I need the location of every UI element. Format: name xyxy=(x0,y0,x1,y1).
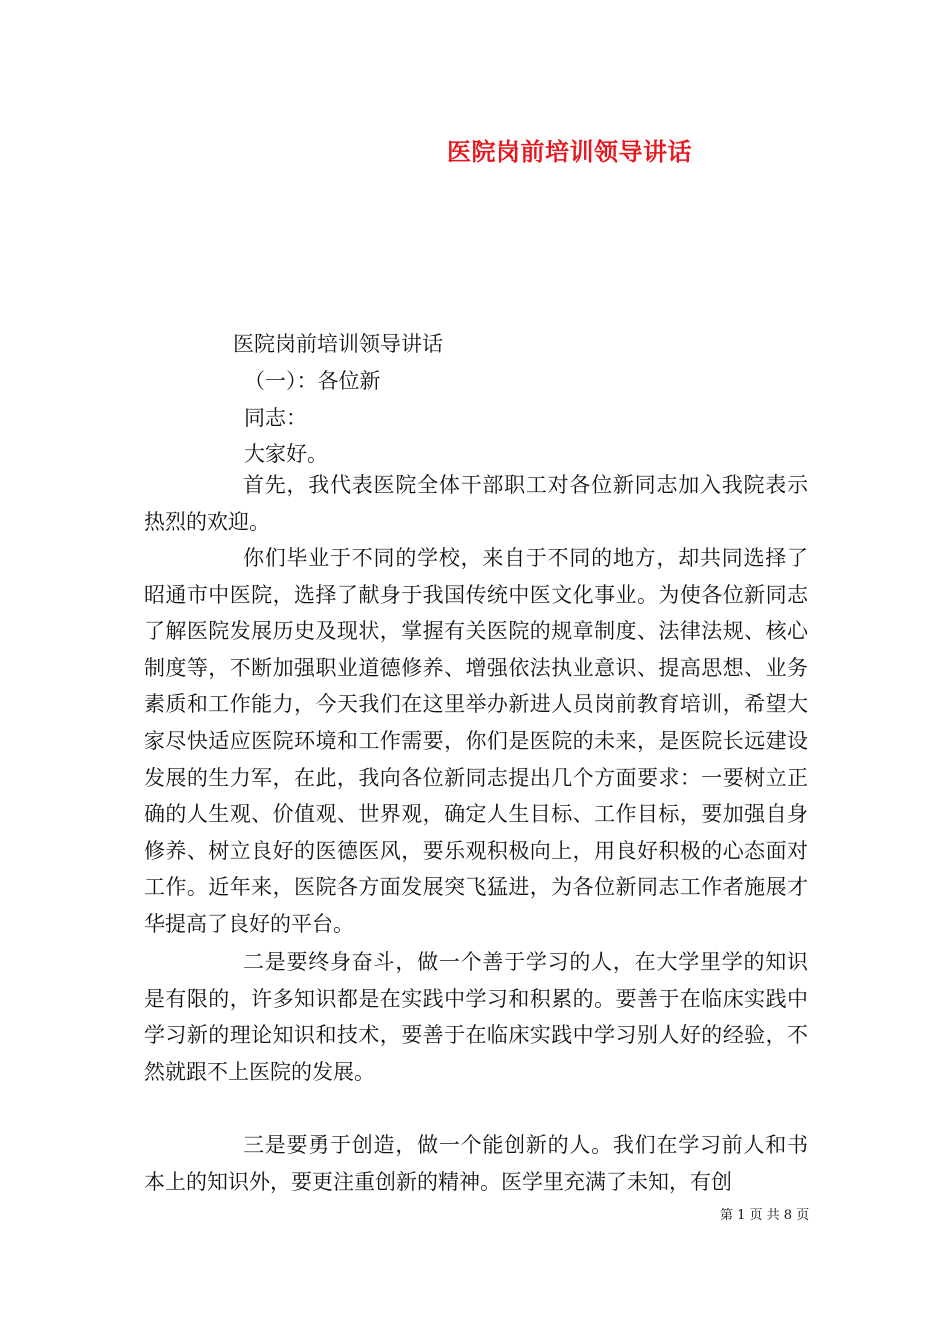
paragraph-2: 你们毕业于不同的学校，来自于不同的地方，却共同选择了昭通市中医院，选择了献身于我国传统中医文化事业。为使各位新同志了解医院发展历史及现状，掌握有关医院的规章制度、法律法规、核心制度等，不断加强职业道德修养、增强依法执业意识、提高思想、业务素质和工作能力，今天我们在这里举办新进人员岗前教育培训，希望大家尽快适应医院环境和工作需要，你们是医院的未来，是医院长远建设发展的生力军，在此，我向各位新同志提出几个方面要求：一要树立正确的人生观、价值观、世界观，确定人生目标、工作目标，要加强自身修养、树立良好的医德医风，要乐观积极向上，用良好积极的心态面对工作。近年来，医院各方面发展突飞猛进，为各位新同志工作者施展才华提高了良好的平台。 xyxy=(144,546,808,936)
document-title: 医院岗前培训领导讲话 xyxy=(447,137,692,166)
document-subtitle: 医院岗前培训领导讲话 xyxy=(233,332,443,356)
paragraph-1: 首先，我代表医院全体干部职工对各位新同志加入我院表示热烈的欢迎。 xyxy=(144,473,808,534)
salutation: 同志： xyxy=(244,406,307,430)
page-footer: 第 1 页 共 8 页 xyxy=(720,1208,810,1223)
section-heading: （一）：各位新 xyxy=(244,369,381,393)
paragraph-4: 三是要勇于创造，做一个能创新的人。我们在学习前人和书本上的知识外，要更注重创新的精神。医学里充满了未知，有创 xyxy=(144,1133,808,1194)
paragraph-3: 二是要终身奋斗，做一个善于学习的人，在大学里学的知识是有限的，许多知识都是在实践中学习和积累的。要善于在临床实践中学习新的理论知识和技术，要善于在临床实践中学习别人好的经验，不然就跟不上医院的发展。 xyxy=(144,950,808,1084)
greeting: 大家好。 xyxy=(244,442,328,466)
